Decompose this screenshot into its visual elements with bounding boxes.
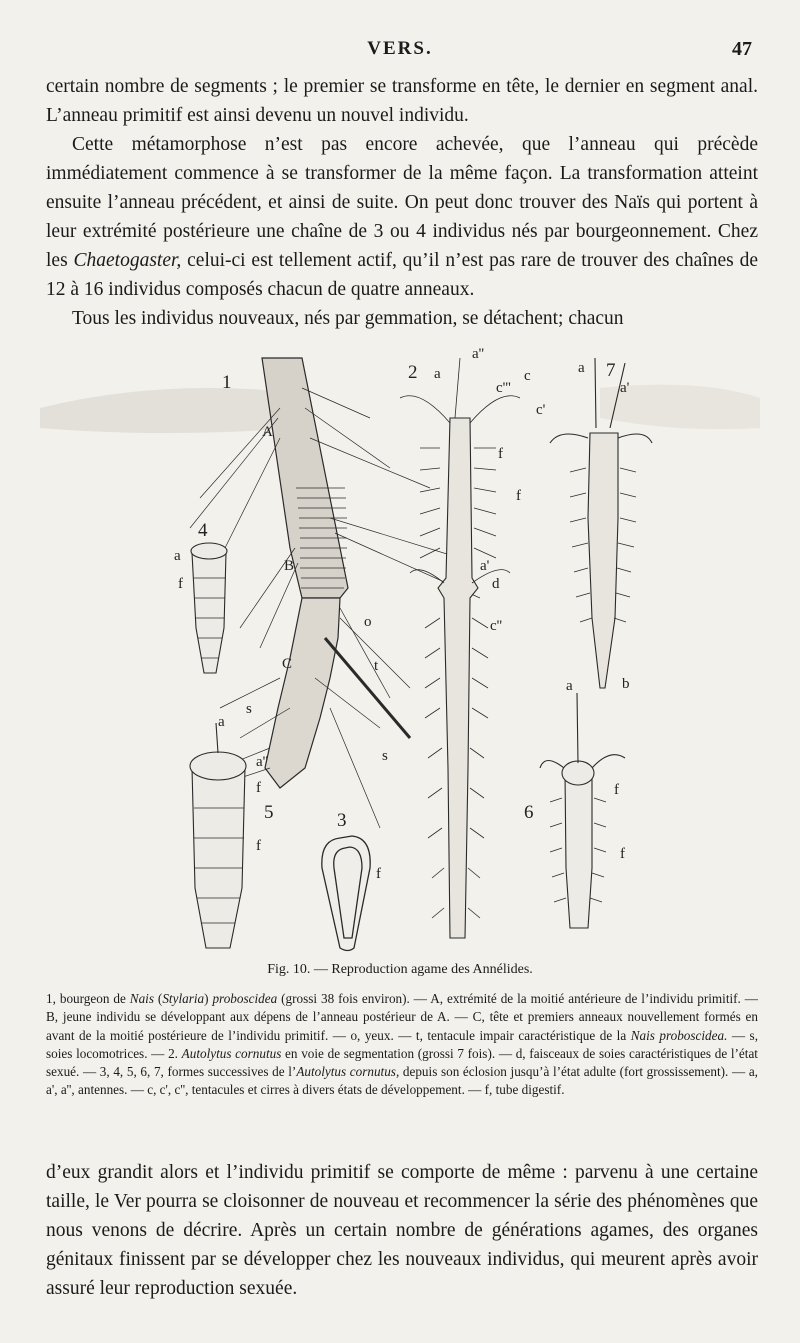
worm-3-embryo [322, 836, 370, 951]
legend-italic: Autolytus cornutus [181, 1045, 282, 1061]
figure-label-f-3: f [376, 866, 381, 882]
legend-italic: Autolytus cornutus, [296, 1064, 400, 1080]
annelid-engraving [40, 348, 760, 960]
figure-label-C: C [282, 656, 293, 672]
figure-number-3: 3 [337, 810, 347, 831]
worm-4-larva [191, 543, 227, 673]
figure-label-c2: c'' [490, 618, 503, 634]
figure-label-B: B [284, 558, 295, 574]
legend-italic: proboscidea [212, 991, 278, 1006]
legend-part: ) [204, 991, 213, 1006]
legend-part: depuis son éclosion jusqu’à l’état adulte (fort grossissement). — a, a', a'', antennes. — c, c', c'', tentacules et cirres à divers états de développement. — f, tube digestif. [46, 1064, 758, 1098]
figure-caption: Fig. 10. — Reproduction agame des Annélides. [267, 962, 533, 977]
top-text-block [46, 72, 758, 333]
figure-label-a-5: a [218, 714, 225, 730]
figure-label-a2: a'' [472, 348, 485, 362]
worm-5-larva [190, 723, 246, 948]
figure-number-2: 2 [408, 362, 418, 383]
figure-label-f-2: f [516, 488, 521, 504]
figure-number-7: 7 [606, 360, 616, 381]
figure-label-a-6: a [566, 678, 573, 694]
legend-part: ( [153, 991, 163, 1006]
figure-label-A: A [262, 424, 273, 440]
figure-legend [46, 990, 758, 1100]
figure-number-5: 5 [264, 802, 274, 823]
figure-label-c1: c' [536, 402, 546, 418]
figure-label-o: o [364, 614, 372, 630]
legend-part: 1, bourgeon de [46, 991, 130, 1006]
running-title: VERS. [367, 38, 433, 59]
legend-italic: Stylaria [162, 991, 205, 1006]
paragraph-2-part-b: celui-ci est tellement actif, qu’il n’est pas rare de trouver des chaînes de 12 à 16 individus composés chacun de quatre anneaux. [46, 250, 758, 300]
figure-label-f-5b: f [256, 838, 261, 854]
figure-label-f-6: f [614, 782, 619, 798]
paragraph-1: certain nombre de segments ; le premier se transforme en tête, le dernier en segment anal. L’anneau primitif est ainsi devenu un nouvel individu. [46, 76, 758, 126]
figure-label-s-right: s [382, 748, 388, 764]
worm-6-autolytus-young [540, 693, 625, 928]
bottom-text-block [46, 1158, 758, 1303]
figure-label-a1-7: a' [620, 380, 630, 396]
paragraph-4: d’eux grandit alors et l’individu primitif se comporte de même : parvenu à une certaine taille, le Ver pourra se cloisonner de nouveau et recommencer la série des phénomènes que nous venons de décrire. Après un certain nombre de générations agames, des organes génitaux finissent par se développer chez les nouveaux individus, qui meurent après avoir assuré leur reproduction sexuée. [46, 1162, 758, 1299]
figure-label-a-4: a [174, 548, 181, 564]
paragraph-2-genus: Chaetogaster, [73, 250, 182, 271]
figure-label-c3: c''' [496, 380, 511, 396]
worm-2-autolytus-chain [400, 358, 520, 938]
figure-label-a1-chain: a' [480, 558, 490, 574]
figure-label-f-4: f [178, 576, 183, 592]
figure-number-4: 4 [198, 520, 208, 541]
figure-label-s-left: s [246, 701, 252, 717]
legend-italic: Nais [129, 991, 154, 1006]
figure-label-b: b [622, 676, 630, 692]
figure-label-a2-5: a'' [256, 754, 269, 770]
figure-number-6: 6 [524, 802, 534, 823]
figure-label-d: d [492, 576, 500, 592]
figure-illustration [40, 348, 760, 960]
figure-label-a: a [434, 366, 441, 382]
legend-part: (grossi 38 fois environ). — A, extrémité de la moitié antérieure de l’individu primitif. — B, jeune individu se développant aux dépens de l’anneau postérieur de A. — C, tête et premiers anneaux nouvellement formés en avant de la moitié postérieure de l’individu primitif. — o, yeux. — t, tentacule impair caractéristique de la [46, 991, 758, 1043]
legend-part: — s, soies locomotrices. — 2. [46, 1027, 758, 1061]
paragraph-2 [46, 130, 758, 304]
figure-label-t: t [374, 658, 379, 674]
page-number: 47 [732, 38, 752, 60]
figure-number-1: 1 [222, 372, 232, 393]
paragraph-3: Tous les individus nouveaux, nés par gemmation, se détachent; chacun [72, 308, 624, 329]
figure-label-f-6b: f [620, 846, 625, 862]
figure-label-f-5: f [256, 780, 261, 796]
figure-label-c: c [524, 368, 531, 384]
figure-label-f: f [498, 446, 503, 462]
figure-label-a-7: a [578, 360, 585, 376]
legend-part: en voie de segmentation (grossi 7 fois). — d, faisceaux de soies caractéristiques de l’état sexué. — 3, 4, 5, 6, 7, formes successives de l’ [46, 1045, 758, 1080]
running-head [0, 38, 800, 64]
paragraph-2-part-a: Cette métamorphose n’est pas encore achevée, que l’anneau qui précède immédiatement commence à se transformer de la même façon. La transformation atteint ensuite l’anneau précédent, et ainsi de suite. On peut donc trouver des Naïs qui portent à leur extrémité postérieure une chaîne de 3 ou 4 individus nés par bourgeonnement. Chez les [46, 134, 758, 271]
legend-italic: Nais proboscidea. [630, 1027, 728, 1043]
